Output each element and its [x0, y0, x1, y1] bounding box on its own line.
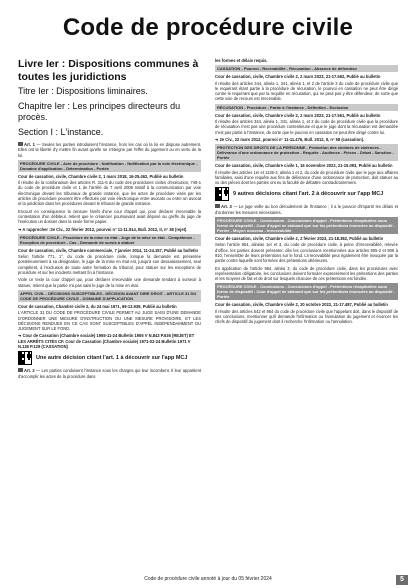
article-2-text: — Les parties conduisent l'instance sous les charges qui leur incombent. Il leur appartient d'accomplir les actes de la procédure dans	[18, 368, 201, 379]
article-1-number: Art. 1	[24, 142, 35, 147]
article-icon	[18, 368, 23, 372]
article-2-continued: les formes et délais requis.	[215, 58, 268, 63]
article-1	[18, 142, 201, 158]
left-column	[18, 58, 201, 381]
decision-text-1: Il résulte de la combinaison des articles R. 311-6 du code des procédures civiles d'exécution, 748-1 du code de procédure civile et 1 de l'arrêté du 7 avril 2009 relatif à la communication par voie électronique devant les tribunaux de grande instance, que les actes de procédure visés par les articles de procédure peuvent être effectués par voie électronique entre avocats ou entre un avocat et la juridiction dans les procédures devant le tribunal de grande instance.	[18, 180, 201, 207]
qr-promo-text: 9 autres décisions citant l'art. 2 à découvrir sur l'app MCJ	[233, 191, 384, 198]
summary-box-3: APPEL CIVIL - DÉCISIONS SUSCEPTIBLES - DÉCISION AVANT DIRE DROIT - ARTICLE 31 DU CODE DE PROCÉDURE CIVILE - DOMAINE D'APPLICATION	[18, 290, 201, 302]
summary-box-8: PROCÉDURE CIVILE - Conclusions - Conclusions d'appel - Prétentions récapitulées sous forme de dispositif - Cour d'appel ne statuant que sur les prétentions énoncées au dispositif - Portée	[215, 283, 398, 300]
article-3-number: Art. 3	[221, 204, 232, 210]
decision-meta-6: Cour de cassation, civile, Chambre civile 1, 16 novembre 2022, 21-15.093, Publié au bulletin	[215, 163, 393, 169]
reference-1: ➔ A rapprocher :2e Civ., 22 février 2012, pourvoi n° 11-11.914, Bull. 2012, II, n° 38 (rejet)	[18, 226, 187, 232]
decision-text-2b: Viole ce texte la cour d'appel qui, pour déclarer irrecevable une demande tendant à surseoir à statuer, retient que la partie n'a pas saisi le juge de la mise en état.	[18, 277, 201, 288]
qr-promo-1[interactable]	[18, 351, 201, 365]
summary-box-7: PROCÉDURE CIVILE - Conclusions - Conclusions d'appel - Prétentions récapitulées sous forme de dispositif - Cour d'appel ne statuant que sur les prétentions énoncées au dispositif - Portée - Moyen nouveau - Irrecevabilité	[215, 217, 398, 234]
article-icon	[18, 142, 23, 146]
book-heading: Livre Ier : Dispositions communes à toutes les juridictions	[18, 58, 199, 83]
qr-promo-2[interactable]	[215, 187, 398, 201]
decision-text-8: Il résulte des articles 542 et 954 du code de procédure civile que l'appelant doit, dans le dispositif de ses conclusions, mentionner qu'il demande l'infirmation ou l'annulation du jugement et énoncer les chefs de dispositif du jugement dont il recherche l'infirmation ou l'annulation.	[215, 308, 398, 325]
decision-text-7b: En application de l'article 954, alinéa 3, du code de procédure civile, dans les procédures avec représentation obligatoire, les conclusions doivent formuler expressément les prétentions des parties et les moyens de fait et de droit sur lesquels chacune de ces prétentions est fondée.	[215, 265, 398, 282]
decision-meta-8: Cour de cassation, civile, Chambre civile 2, 20 octobre 2022, 21-17.487, Publié au bulletin	[215, 302, 388, 308]
reference-3: ➔ Cour de Cassation (Chambre sociale) 1955-11-24 Bulletin 1955 V N.843 P.636 (REJET) ET LES ARRÊTS CITÉS CF. Cour de Cassation (Chambre sociale) 1971-02-24 Bulletin 1971 V N.136 P.129 (CASSATION)	[18, 333, 195, 350]
decision-text-3: L'ARTICLE 31 DU CODE DE PROCÉDURE CIVILE PERMET AU JUGE SAISI D'UNE DEMANDE D'ORDONNER UNE MESURE D'INSTRUCTION OU UNE MESURE PROVISOIRE, ET LES DÉCISIONS RENDUES EN CE CAS SONT SUSCEPTIBLES D'APPEL INDÉPENDAMMENT DU JUGEMENT SUR LE FOND.	[18, 310, 201, 332]
summary-box-5: RÉCUSATION - Procédure - Partie à l'instance - Définition - Exclusion	[215, 104, 398, 111]
qr-promo-text: Une autre décision citant l'art. 1 à découvrir sur l'app MCJ	[36, 355, 188, 362]
decision-text-2: Selon l'article 771, 1°, du code de procédure civile, lorsque la demande est présentée postérieurement à sa désignation, le juge de la mise en état est, jusqu'à son dessaisissement, seul compétent, à l'exclusion de toute autre formation du tribunal, pour statuer sur les exceptions de procédure et sur les incidents mettant fin à l'instance.	[18, 254, 201, 276]
reference-5: ➔ 2e Civ., 22 mars 2012, pourvoi n° 11-11.476, Bull. 2012, II, n° 58 (cassation).	[215, 136, 365, 142]
decision-meta-3: Cour de cassation, Chambre civile 2, du 24 mai 1971, 69-13.939, Publié au bulletin	[18, 303, 177, 309]
article-icon	[215, 204, 220, 208]
decision-meta-7: Cour de cassation, civile, Chambre civile 2, 2 février 2023, 21-18.382, Publié au bulletin	[215, 236, 384, 242]
summary-box-4: CASSATION - Pourvoi - Recevabilité - Récusation - Absence de défendeur	[215, 65, 398, 72]
qr-code-icon[interactable]	[215, 187, 229, 201]
article-2-number: Art. 2	[24, 368, 35, 374]
article-1-text: — Seules les parties introduisent l'instance, hors les cas où la loi en dispose autrement. Elles ont la liberté d'y mettre fin avant qu'elle ne s'éteigne par l'effet du jugement ou en vertu de la loi.	[18, 142, 201, 158]
decision-meta-4: Cour de cassation, civile, Chambre civile 2, 2 mars 2023, 21-17.562, Publié au bulletin	[215, 74, 381, 80]
summary-box-1: PROCÉDURE CIVILE - Acte de procédure - Notification - Notification par la voie électronique - Domaine d'application - Détermination - Portée	[18, 160, 201, 172]
decision-text-4: Il résulte des articles 344, alinéa 1, 341, alinéa 1, et 2 de l'article 3 du code de procédure civile que le requérant étant partie à la procédure de récusation, le pourvoi en cassation ne peut être dirigé contre le requérant que par la requête en récusation, qui ne peut pas y être défendeur, de sorte que cette voie de recours est irrecevable.	[215, 80, 398, 102]
decision-text-6: Il résulte des articles 1er et 1136-3, alinéa 1 et 2, du code de procédure civile que le juge aux affaires familiales, saisi d'une requête aux fins de délivrance d'une ordonnance de protection, doit statuer au vu des pièces dont les parties ont eu la faculté de débattre contradictoirement.	[215, 169, 398, 186]
article-3-text: — Le juge veille au bon déroulement de l'instance ; il a le pouvoir d'impartir les délais et d'ordonner les mesures nécessaires.	[215, 204, 398, 215]
page-footer: Code de procédure civile annoté à jour du 05 février 2024	[144, 576, 272, 582]
summary-box-2: PROCÉDURE CIVILE - Procédure de la mise en état - Juge de la mise en état - Compétence - Exception de procédure - Cas - Demande de sursis à statuer	[18, 234, 201, 246]
article-2	[18, 368, 201, 379]
decision-text-5: Il résulte des articles 344, alinéa 1, 341, alinéa 1, et 2 du code de procédure civile que la procédure de récusation n'est pas une procédure contentieuse et que le juge dont la récusation est demandée n'est pas partie à l'instance, de sorte que le pourvoi en cassation ne peut être dirigé contre lui.	[215, 119, 398, 135]
section-heading: Section I : L'instance.	[18, 127, 104, 137]
article-3	[215, 204, 398, 215]
decision-text-7: Selon l'article 954, alinéas 1er et 3, du code de procédure civile, à peine d'irrecevabilité, relevée d'office, les parties doivent présenter, dès les conclusions mentionnées aux articles 905-2 et 908 à 910, l'ensemble de leurs prétentions sur le fond. L'irrecevabilité peut également être invoquée par la partie contre laquelle sont formées des prétentions ultérieures.	[215, 242, 398, 264]
page-title: Code de procédure civile	[62, 14, 354, 41]
decision-meta-2: Cour de cassation, civile, Chambre commerciale, 7 janvier 2014, 11-24.157, Publié au bulletin	[18, 247, 198, 253]
decision-meta-1: Cour de cassation, civile, Chambre civile 2, 1 mars 2018, 16-25.462, Publié au bulletin	[18, 173, 184, 179]
summary-box-6: PROTECTION DES DROITS DE LA PERSONNE - Protection des victimes de violences - Délivrance d'une ordonnance de protection - Requête - Audience - Pièces - Débat - Sanction - Portée	[215, 144, 398, 161]
chapter-heading: Chapitre Ier : Les principes directeurs du procès.	[18, 101, 181, 122]
title-heading: Titre Ier : Dispositions liminaires.	[18, 86, 148, 96]
right-column	[215, 58, 398, 327]
page-number: 5	[396, 575, 408, 585]
decision-text-1b: Encourt en conséquence la censure l'arrêt d'une cour d'appel qui, pour déclarer irrecevable la contestation d'un débiteur, retient que le créancier poursuivant avait déposé au greffe du juge de l'exécution un dossier dans la seule forme papier.	[18, 208, 201, 225]
qr-code-icon[interactable]	[18, 351, 32, 365]
decision-meta-5: Cour de cassation, civile, Chambre civile 2, 2 mars 2023, 21-17.561, Publié au bulletin	[215, 112, 381, 118]
